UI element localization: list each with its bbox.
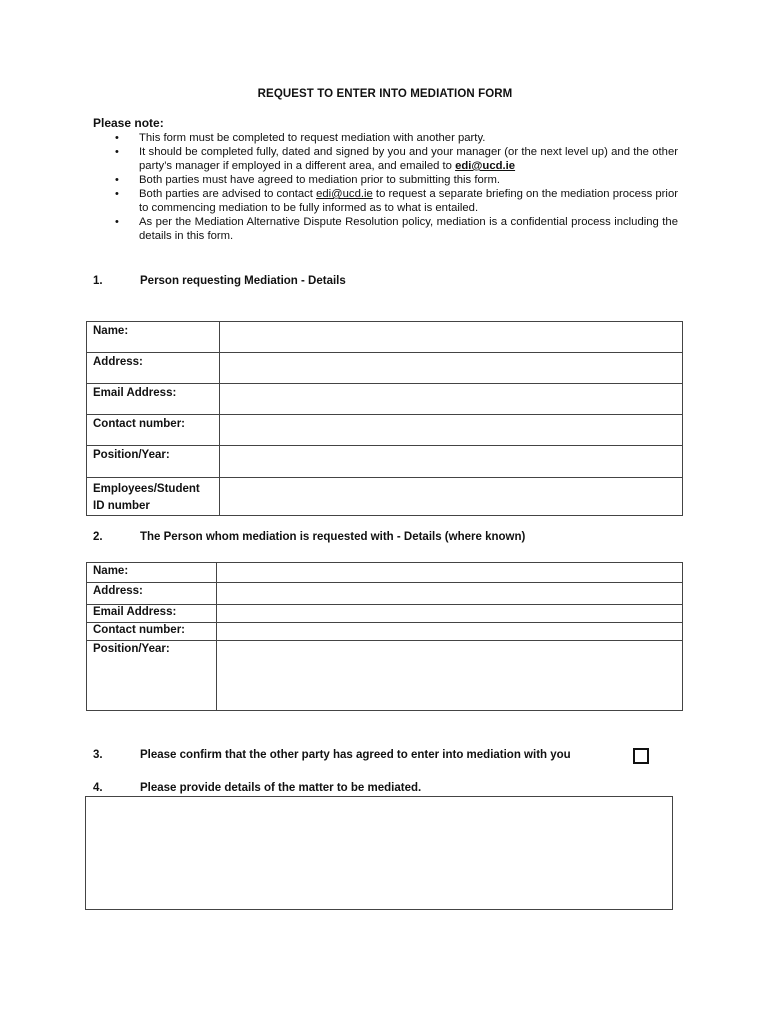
section-number: 2.: [93, 531, 103, 543]
table-row: [87, 322, 683, 353]
field-label: Email Address:: [87, 605, 217, 623]
field-label: Name:: [87, 563, 217, 583]
note-text: to request a separate briefing on the mediation process prior to commencing mediation to be fully informed as to what is entailed.: [139, 188, 678, 214]
section-4-heading: [93, 782, 421, 794]
field-label: Contact number:: [87, 415, 220, 446]
section-number: 3.: [93, 749, 103, 761]
email-field[interactable]: [220, 384, 683, 415]
table-row: [87, 353, 683, 384]
position-year-field[interactable]: [220, 446, 683, 478]
section-3-heading: [93, 749, 571, 761]
field-label: Employees/Student ID number: [87, 478, 220, 516]
other-party-details-table: [86, 562, 683, 711]
note-item: [93, 215, 678, 243]
agreement-checkbox[interactable]: [633, 748, 649, 764]
section-number: 4.: [93, 782, 103, 794]
bullet-icon: •: [115, 146, 119, 158]
section-title: Please provide details of the matter to be mediated.: [140, 782, 422, 794]
name-field[interactable]: [220, 322, 683, 353]
address-field[interactable]: [220, 353, 683, 384]
note-item: [93, 173, 678, 187]
table-row: [87, 446, 683, 478]
field-label: Contact number:: [87, 623, 217, 641]
form-title: REQUEST TO ENTER INTO MEDIATION FORM: [257, 88, 513, 100]
bullet-icon: •: [115, 132, 119, 144]
table-row: [87, 384, 683, 415]
email-link[interactable]: edi@ucd.ie: [316, 188, 373, 200]
email-link[interactable]: edi@ucd.ie: [455, 160, 516, 172]
section-1-heading: [93, 275, 346, 287]
note-text: As per the Mediation Alternative Dispute Resolution policy, mediation is a confidential process including the details in this form.: [139, 216, 678, 242]
note-label: Please note:: [93, 116, 164, 130]
field-label: Address:: [87, 583, 217, 605]
contact-number-field[interactable]: [220, 415, 683, 446]
table-row: [87, 641, 683, 711]
section-title: The Person whom mediation is requested with - Details (where known): [140, 531, 526, 543]
table-row: [87, 605, 683, 623]
id-number-field[interactable]: [220, 478, 683, 516]
email-field[interactable]: [217, 605, 683, 623]
table-row: [87, 478, 683, 516]
section-2-heading: [93, 531, 525, 543]
table-row: [87, 415, 683, 446]
section-number: 1.: [93, 275, 103, 287]
section-title: Please confirm that the other party has agreed to enter into mediation with you: [140, 749, 571, 761]
field-label: Email Address:: [87, 384, 220, 415]
field-label: Position/Year:: [87, 641, 217, 711]
table-row: [87, 623, 683, 641]
note-text: This form must be completed to request mediation with another party.: [139, 132, 486, 144]
notes-list: [93, 131, 678, 243]
contact-number-field[interactable]: [217, 623, 683, 641]
bullet-icon: •: [115, 188, 119, 200]
note-text: Both parties are advised to contact: [139, 188, 317, 200]
requester-details-table: [86, 321, 683, 516]
position-year-field[interactable]: [217, 641, 683, 711]
section-title: Person requesting Mediation - Details: [140, 275, 346, 287]
note-text: It should be completed fully, dated and signed by you and your manager (or the next level up) and the other party’s manager if employed in a different area, and emailed to: [139, 146, 678, 172]
note-item: [93, 187, 678, 215]
field-label: Address:: [87, 353, 220, 384]
table-row: [87, 583, 683, 605]
bullet-icon: •: [115, 174, 119, 186]
address-field[interactable]: [217, 583, 683, 605]
note-item: [93, 145, 678, 173]
matter-details-textarea[interactable]: [85, 796, 673, 910]
bullet-icon: •: [115, 216, 119, 228]
note-text: Both parties must have agreed to mediation prior to submitting this form.: [139, 174, 501, 186]
name-field[interactable]: [217, 563, 683, 583]
table-row: [87, 563, 683, 583]
field-label: Name:: [87, 322, 220, 353]
note-item: [93, 131, 678, 145]
field-label: Position/Year:: [87, 446, 220, 478]
